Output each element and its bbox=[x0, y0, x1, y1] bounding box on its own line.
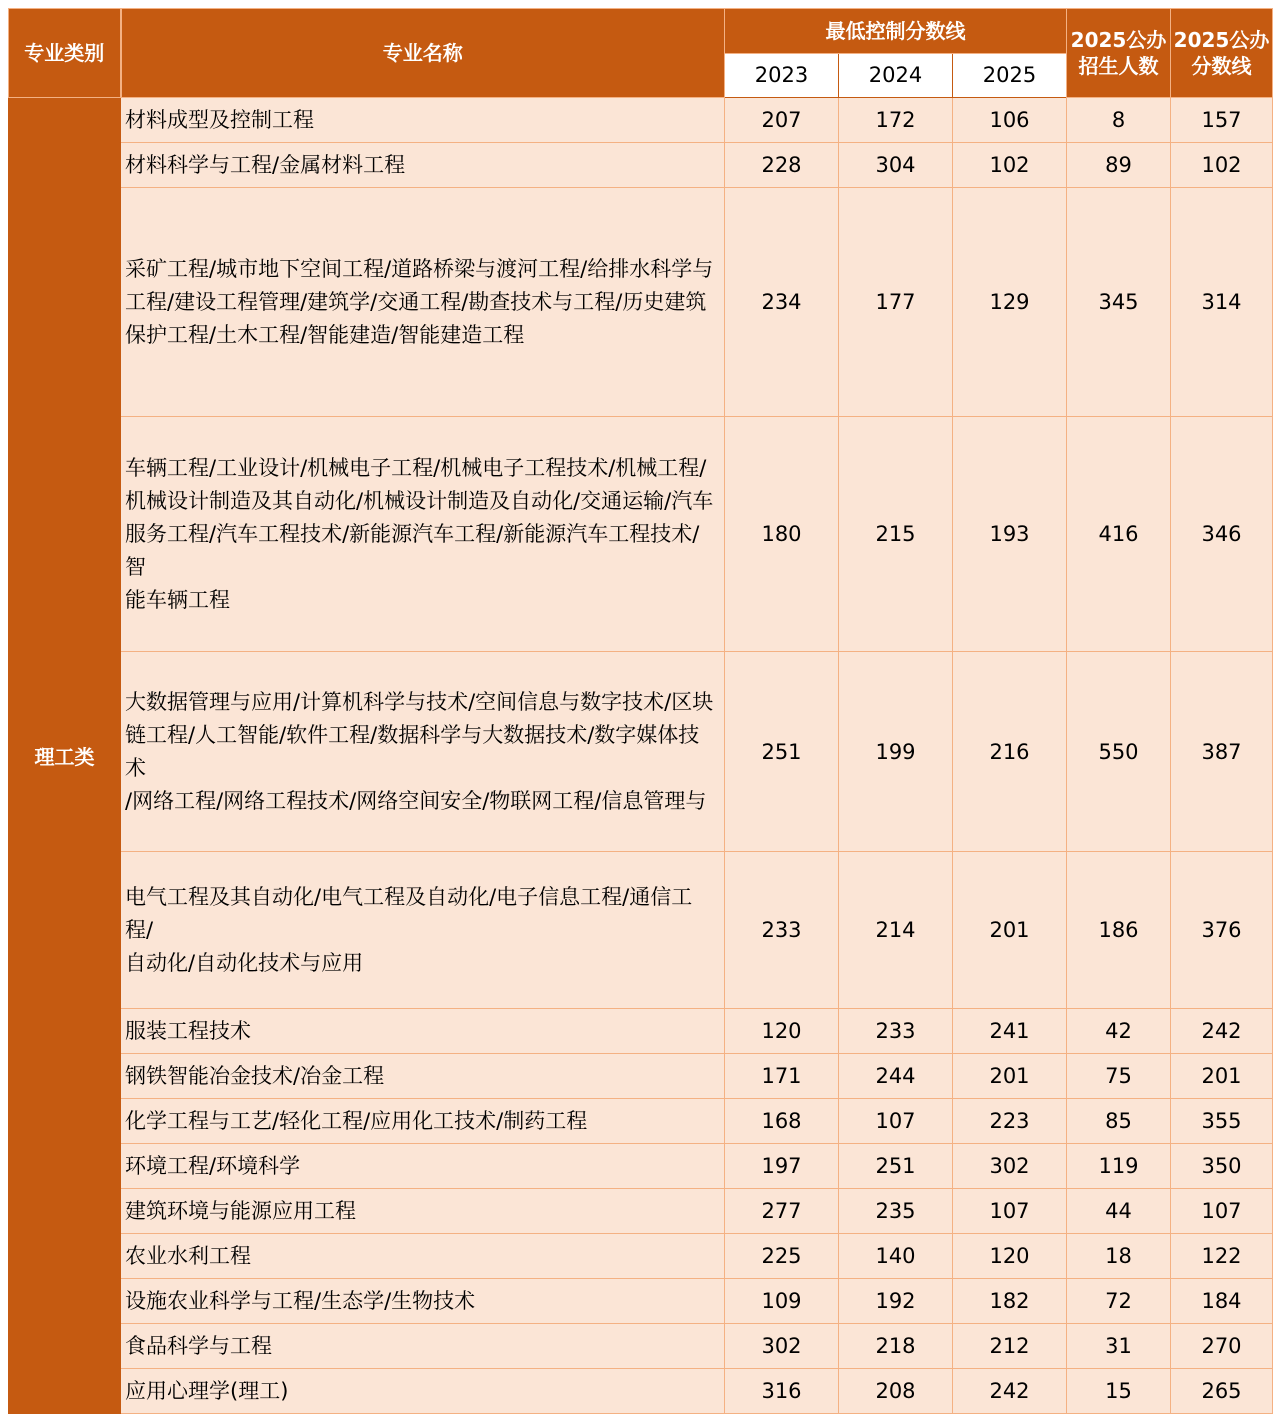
table-row bbox=[9, 1099, 1273, 1144]
cell-s2025: 201 bbox=[953, 1054, 1067, 1099]
major-name-line: 农业水利工程 bbox=[125, 1243, 251, 1268]
table-row bbox=[9, 1234, 1273, 1279]
major-name-line: 服务工程/汽车工程技术/新能源汽车工程/新能源汽车工程技术/智 bbox=[125, 521, 700, 579]
cell-s2025: 193 bbox=[953, 417, 1067, 652]
cell-s2024: 177 bbox=[839, 188, 953, 417]
major-name-cell bbox=[121, 1279, 725, 1324]
major-name-line: 自动化/自动化技术与应用 bbox=[125, 950, 364, 975]
table-row bbox=[9, 1054, 1273, 1099]
cell-s2024: 214 bbox=[839, 852, 953, 1009]
cell-s2023: 120 bbox=[725, 1009, 839, 1054]
major-name-cell bbox=[121, 417, 725, 652]
table-row bbox=[9, 1009, 1273, 1054]
cell-s2025: 242 bbox=[953, 1369, 1067, 1414]
cell-s2024: 140 bbox=[839, 1234, 953, 1279]
major-name-line: 环境工程/环境科学 bbox=[125, 1153, 301, 1178]
cell-public: 346 bbox=[1171, 417, 1273, 652]
cell-s2025: 212 bbox=[953, 1324, 1067, 1369]
cell-public: 122 bbox=[1171, 1234, 1273, 1279]
cell-s2023: 171 bbox=[725, 1054, 839, 1099]
cell-public: 184 bbox=[1171, 1279, 1273, 1324]
cell-s2023: 225 bbox=[725, 1234, 839, 1279]
cell-s2023: 277 bbox=[725, 1189, 839, 1234]
cell-s2025: 107 bbox=[953, 1189, 1067, 1234]
category-header: 专业类别 bbox=[9, 9, 121, 98]
cell-s2024: 192 bbox=[839, 1279, 953, 1324]
major-name-line: 化学工程与工艺/轻化工程/应用化工技术/制药工程 bbox=[125, 1108, 588, 1133]
cell-s2024: 172 bbox=[839, 98, 953, 143]
table-body bbox=[9, 98, 1273, 1414]
table-row bbox=[9, 1189, 1273, 1234]
cell-s2025: 241 bbox=[953, 1009, 1067, 1054]
major-name-cell bbox=[121, 1234, 725, 1279]
table-row bbox=[9, 1324, 1273, 1369]
cell-s2023: 302 bbox=[725, 1324, 839, 1369]
cell-s2025: 182 bbox=[953, 1279, 1067, 1324]
cell-s2025: 302 bbox=[953, 1144, 1067, 1189]
public-score-header: 2025公办分数线 bbox=[1171, 9, 1273, 98]
table-row bbox=[9, 1279, 1273, 1324]
cell-public: 201 bbox=[1171, 1054, 1273, 1099]
major-name-line: 应用心理学(理工) bbox=[125, 1378, 289, 1403]
cell-enroll: 31 bbox=[1067, 1324, 1171, 1369]
cell-public: 355 bbox=[1171, 1099, 1273, 1144]
cell-enroll: 15 bbox=[1067, 1369, 1171, 1414]
major-name-line: 食品科学与工程 bbox=[125, 1333, 272, 1358]
cell-enroll: 186 bbox=[1067, 852, 1171, 1009]
major-name-cell bbox=[121, 1324, 725, 1369]
cell-s2025: 216 bbox=[953, 652, 1067, 852]
cell-public: 376 bbox=[1171, 852, 1273, 1009]
major-name-line: 材料成型及控制工程 bbox=[125, 107, 314, 132]
table-row bbox=[9, 652, 1273, 852]
major-name-cell bbox=[121, 852, 725, 1009]
major-name-cell bbox=[121, 1369, 725, 1414]
year-header-2024: 2024 bbox=[839, 54, 953, 98]
major-name-line: 采矿工程/城市地下空间工程/道路桥梁与渡河工程/给排水科学与 bbox=[125, 256, 714, 281]
cell-s2025: 106 bbox=[953, 98, 1067, 143]
major-name-cell bbox=[121, 1144, 725, 1189]
cell-public: 107 bbox=[1171, 1189, 1273, 1234]
cell-s2025: 223 bbox=[953, 1099, 1067, 1144]
table-row bbox=[9, 417, 1273, 652]
score-table-container bbox=[8, 8, 1272, 1414]
cell-s2023: 168 bbox=[725, 1099, 839, 1144]
cell-s2023: 207 bbox=[725, 98, 839, 143]
cell-s2023: 234 bbox=[725, 188, 839, 417]
year-header-2025: 2025 bbox=[953, 54, 1067, 98]
major-name-line: 大数据管理与应用/计算机科学与技术/空间信息与数字技术/区块 bbox=[125, 689, 714, 714]
public-enroll-header: 2025公办招生人数 bbox=[1067, 9, 1171, 98]
cell-s2025: 201 bbox=[953, 852, 1067, 1009]
cell-s2024: 215 bbox=[839, 417, 953, 652]
major-name-cell bbox=[121, 1189, 725, 1234]
cell-enroll: 42 bbox=[1067, 1009, 1171, 1054]
table-row bbox=[9, 143, 1273, 188]
cell-enroll: 8 bbox=[1067, 98, 1171, 143]
cell-s2023: 109 bbox=[725, 1279, 839, 1324]
cell-enroll: 72 bbox=[1067, 1279, 1171, 1324]
major-name-cell bbox=[121, 1099, 725, 1144]
major-name-line: 建筑环境与能源应用工程 bbox=[125, 1198, 356, 1223]
cell-enroll: 416 bbox=[1067, 417, 1171, 652]
cell-public: 314 bbox=[1171, 188, 1273, 417]
category-cell: 理工类 bbox=[9, 98, 121, 1414]
major-name-cell bbox=[121, 143, 725, 188]
cell-enroll: 75 bbox=[1067, 1054, 1171, 1099]
cell-public: 265 bbox=[1171, 1369, 1273, 1414]
cell-enroll: 44 bbox=[1067, 1189, 1171, 1234]
major-name-cell bbox=[121, 188, 725, 417]
cell-enroll: 550 bbox=[1067, 652, 1171, 852]
cell-public: 387 bbox=[1171, 652, 1273, 852]
cell-public: 242 bbox=[1171, 1009, 1273, 1054]
major-name-line: 能车辆工程 bbox=[125, 587, 230, 612]
table-row bbox=[9, 98, 1273, 143]
cell-s2024: 304 bbox=[839, 143, 953, 188]
score-table bbox=[8, 8, 1273, 1414]
major-name-line: /网络工程/网络工程技术/网络空间安全/物联网工程/信息管理与 bbox=[125, 788, 707, 813]
major-name-line: 钢铁智能冶金技术/冶金工程 bbox=[125, 1063, 385, 1088]
major-name-line: 设施农业科学与工程/生态学/生物技术 bbox=[125, 1288, 476, 1313]
cell-public: 270 bbox=[1171, 1324, 1273, 1369]
table-row bbox=[9, 1144, 1273, 1189]
cell-enroll: 119 bbox=[1067, 1144, 1171, 1189]
cell-s2024: 199 bbox=[839, 652, 953, 852]
cell-s2023: 251 bbox=[725, 652, 839, 852]
major-name-cell bbox=[121, 652, 725, 852]
cell-s2025: 129 bbox=[953, 188, 1067, 417]
cell-s2023: 316 bbox=[725, 1369, 839, 1414]
cell-enroll: 89 bbox=[1067, 143, 1171, 188]
cell-s2023: 180 bbox=[725, 417, 839, 652]
cell-enroll: 345 bbox=[1067, 188, 1171, 417]
year-header-2023: 2023 bbox=[725, 54, 839, 98]
header-row-top bbox=[9, 9, 1273, 54]
major-name-cell bbox=[121, 1054, 725, 1099]
cell-s2024: 107 bbox=[839, 1099, 953, 1144]
major-name-cell bbox=[121, 98, 725, 143]
cell-s2025: 102 bbox=[953, 143, 1067, 188]
cell-s2024: 218 bbox=[839, 1324, 953, 1369]
cell-s2023: 228 bbox=[725, 143, 839, 188]
cell-s2024: 244 bbox=[839, 1054, 953, 1099]
cell-enroll: 85 bbox=[1067, 1099, 1171, 1144]
major-name-line: 保护工程/土木工程/智能建造/智能建造工程 bbox=[125, 322, 525, 347]
table-row bbox=[9, 852, 1273, 1009]
cell-enroll: 18 bbox=[1067, 1234, 1171, 1279]
cell-public: 157 bbox=[1171, 98, 1273, 143]
major-header: 专业名称 bbox=[121, 9, 725, 98]
cell-s2024: 233 bbox=[839, 1009, 953, 1054]
cell-s2024: 235 bbox=[839, 1189, 953, 1234]
cell-s2023: 197 bbox=[725, 1144, 839, 1189]
cell-s2025: 120 bbox=[953, 1234, 1067, 1279]
cell-public: 350 bbox=[1171, 1144, 1273, 1189]
cell-s2024: 251 bbox=[839, 1144, 953, 1189]
cell-s2023: 233 bbox=[725, 852, 839, 1009]
major-name-line: 电气工程及其自动化/电气工程及自动化/电子信息工程/通信工程/ bbox=[125, 884, 693, 942]
table-row bbox=[9, 1369, 1273, 1414]
cell-s2024: 208 bbox=[839, 1369, 953, 1414]
table-row bbox=[9, 188, 1273, 417]
major-name-line: 车辆工程/工业设计/机械电子工程/机械电子工程技术/机械工程/ bbox=[125, 455, 707, 480]
major-name-line: 链工程/人工智能/软件工程/数据科学与大数据技术/数字媒体技术 bbox=[125, 722, 700, 780]
major-name-line: 服装工程技术 bbox=[125, 1018, 251, 1043]
cell-public: 102 bbox=[1171, 143, 1273, 188]
min-score-group-header: 最低控制分数线 bbox=[725, 9, 1067, 54]
major-name-cell bbox=[121, 1009, 725, 1054]
major-name-line: 工程/建设工程管理/建筑学/交通工程/勘查技术与工程/历史建筑 bbox=[125, 289, 707, 314]
major-name-line: 机械设计制造及其自动化/机械设计制造及自动化/交通运输/汽车 bbox=[125, 488, 714, 513]
major-name-line: 材料科学与工程/金属材料工程 bbox=[125, 152, 406, 177]
